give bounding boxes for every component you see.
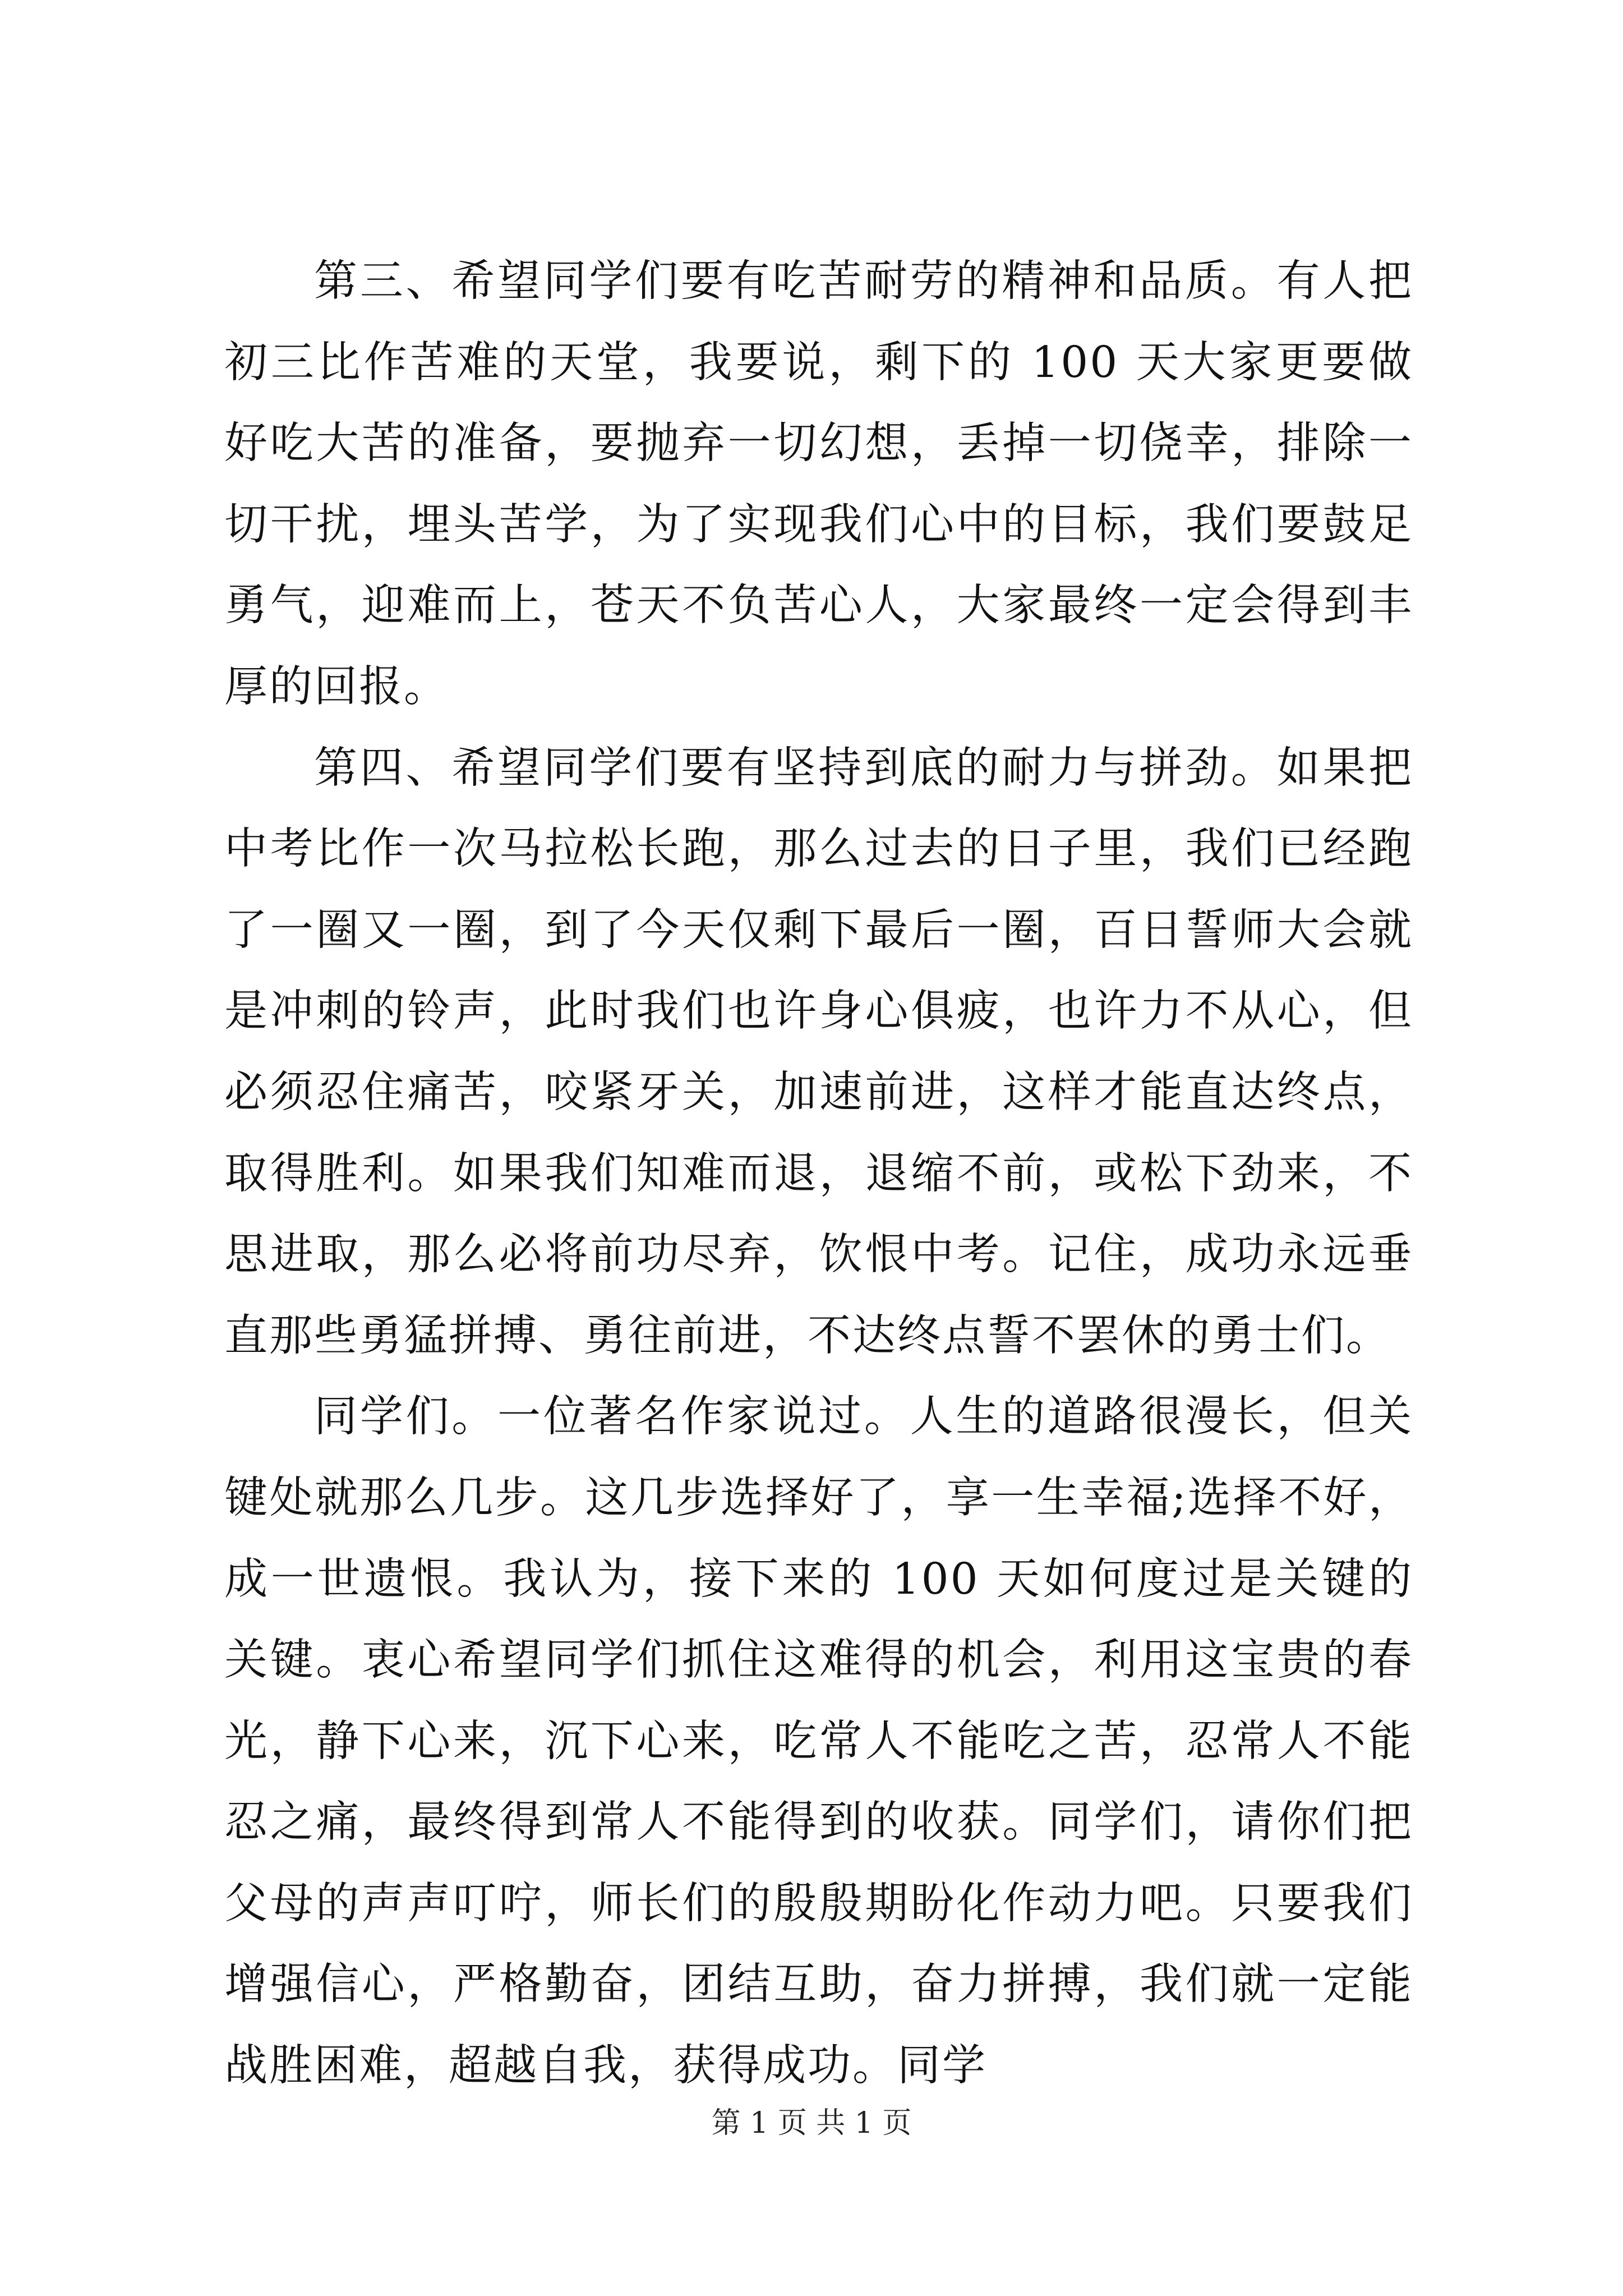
- document-body: [224, 241, 1413, 2107]
- paragraph-closing: 同学们。一位著名作家说过。人生的道路很漫长，但关键处就那么几步。这几步选择好了，享一生幸福;选择不好，成一世遗恨。我认为，接下来的 100 天如何度过是关键的关键。衷心希望同学们抓住这难得的机会，利用这宝贵的春光，静下心来，沉下心来，吃常人不能吃之苦，忍常人不能忍之痛，最终得到常人不能得到的收获。同学们，请你们把父母的声声叮咛，师长们的殷殷期盼化作动力吧。只要我们增强信心，严格勤奋，团结互助，奋力拼搏，我们就一定能战胜困难，超越自我，获得成功。同学: [224, 1392, 1413, 2091]
- paragraph-4: 第四、希望同学们要有坚持到底的耐力与拼劲。如果把中考比作一次马拉松长跑，那么过去的日子里，我们已经跑了一圈又一圈，到了今天仅剩下最后一圈，百日誓师大会就是冲刺的铃声，此时我们也许身心俱疲，也许力不从心，但必须忍住痛苦，咬紧牙关，加速前进，这样才能直达终点，取得胜利。如果我们知难而退，退缩不前，或松下劲来，不思进取，那么必将前功尽弃，饮恨中考。记住，成功永远垂直那些勇猛拼搏、勇往前进，不达终点誓不罢休的勇士们。: [224, 743, 1413, 1361]
- paragraph-3: 第三、希望同学们要有吃苦耐劳的精神和品质。有人把初三比作苦难的天堂，我要说，剩下的 100 天大家更要做好吃大苦的准备，要抛弃一切幻想，丢掉一切侥幸，排除一切干扰，埋头苦学，为了实现我们心中的目标，我们要鼓足勇气，迎难而上，苍天不负苦心人，大家最终一定会得到丰厚的回报。: [224, 256, 1413, 712]
- page-footer: 第 1 页 共 1 页: [711, 2106, 912, 2140]
